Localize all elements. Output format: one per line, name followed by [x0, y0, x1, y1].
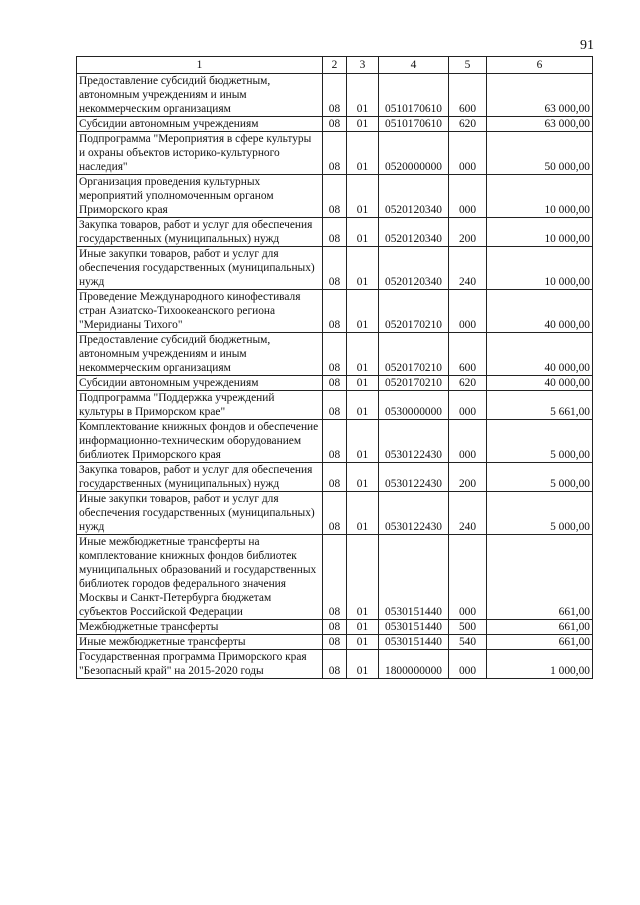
- section-code-cell: 08: [323, 463, 347, 492]
- expense-type-cell: 240: [449, 492, 487, 535]
- amount-cell: 1 000,00: [487, 650, 593, 679]
- subsection-code-cell: 01: [347, 117, 379, 132]
- amount-cell: 63 000,00: [487, 117, 593, 132]
- row-name-cell: Иные закупки товаров, работ и услуг для обеспечения государственных (муниципальных) нужд: [77, 247, 323, 290]
- section-code-cell: 08: [323, 620, 347, 635]
- column-header: 6: [487, 57, 593, 74]
- column-header: 2: [323, 57, 347, 74]
- expense-type-cell: 540: [449, 635, 487, 650]
- row-name-cell: Закупка товаров, работ и услуг для обеспечения государственных (муниципальных) нужд: [77, 463, 323, 492]
- amount-cell: 5 661,00: [487, 391, 593, 420]
- target-article-cell: 0520120340: [379, 218, 449, 247]
- expense-type-cell: 600: [449, 333, 487, 376]
- target-article-cell: 0520170210: [379, 376, 449, 391]
- table-row: [77, 463, 593, 492]
- expense-type-cell: 000: [449, 391, 487, 420]
- subsection-code-cell: 01: [347, 290, 379, 333]
- subsection-code-cell: 01: [347, 391, 379, 420]
- target-article-cell: 0520170210: [379, 333, 449, 376]
- subsection-code-cell: 01: [347, 635, 379, 650]
- row-name-cell: Субсидии автономным учреждениям: [77, 117, 323, 132]
- amount-cell: 10 000,00: [487, 175, 593, 218]
- amount-cell: 5 000,00: [487, 463, 593, 492]
- table-row: [77, 117, 593, 132]
- target-article-cell: 0510170610: [379, 117, 449, 132]
- amount-cell: 5 000,00: [487, 420, 593, 463]
- expense-type-cell: 000: [449, 420, 487, 463]
- table-row: [77, 650, 593, 679]
- target-article-cell: 0530151440: [379, 535, 449, 620]
- row-name-cell: Закупка товаров, работ и услуг для обеспечения государственных (муниципальных) нужд: [77, 218, 323, 247]
- row-name-cell: Организация проведения культурных мероприятий уполномоченным органом Приморского края: [77, 175, 323, 218]
- target-article-cell: 0520120340: [379, 247, 449, 290]
- table-row: [77, 333, 593, 376]
- table-row: [77, 492, 593, 535]
- expense-type-cell: 000: [449, 650, 487, 679]
- amount-cell: 50 000,00: [487, 132, 593, 175]
- section-code-cell: 08: [323, 650, 347, 679]
- row-name-cell: Субсидии автономным учреждениям: [77, 376, 323, 391]
- subsection-code-cell: 01: [347, 463, 379, 492]
- amount-cell: 5 000,00: [487, 492, 593, 535]
- amount-cell: 661,00: [487, 620, 593, 635]
- section-code-cell: 08: [323, 218, 347, 247]
- expense-type-cell: 000: [449, 175, 487, 218]
- section-code-cell: 08: [323, 333, 347, 376]
- section-code-cell: 08: [323, 247, 347, 290]
- amount-cell: 10 000,00: [487, 218, 593, 247]
- table-row: [77, 376, 593, 391]
- target-article-cell: 1800000000: [379, 650, 449, 679]
- row-name-cell: Проведение Международного кинофестиваля стран Азиатско-Тихоокеанского региона "Меридианы Тихого": [77, 290, 323, 333]
- target-article-cell: 0530151440: [379, 635, 449, 650]
- expense-type-cell: 620: [449, 117, 487, 132]
- expense-type-cell: 600: [449, 74, 487, 117]
- row-name-cell: Подпрограмма "Мероприятия в сфере культуры и охраны объектов историко-культурного наследия": [77, 132, 323, 175]
- amount-cell: 63 000,00: [487, 74, 593, 117]
- section-code-cell: 08: [323, 290, 347, 333]
- target-article-cell: 0520120340: [379, 175, 449, 218]
- subsection-code-cell: 01: [347, 218, 379, 247]
- target-article-cell: 0530000000: [379, 391, 449, 420]
- section-code-cell: 08: [323, 74, 347, 117]
- row-name-cell: Иные межбюджетные трансферты на комплектование книжных фондов библиотек муниципальных образований и государственных библиотек городов федерального значения Москвы и Санкт-Петербурга бюджетам субъектов Российской Федерации: [77, 535, 323, 620]
- subsection-code-cell: 01: [347, 247, 379, 290]
- row-name-cell: Иные межбюджетные трансферты: [77, 635, 323, 650]
- target-article-cell: 0510170610: [379, 74, 449, 117]
- table-body: [77, 74, 593, 679]
- amount-cell: 40 000,00: [487, 333, 593, 376]
- amount-cell: 661,00: [487, 635, 593, 650]
- amount-cell: 40 000,00: [487, 290, 593, 333]
- expense-type-cell: 000: [449, 132, 487, 175]
- table-row: [77, 620, 593, 635]
- section-code-cell: 08: [323, 391, 347, 420]
- row-name-cell: Государственная программа Приморского края "Безопасный край" на 2015-2020 годы: [77, 650, 323, 679]
- target-article-cell: 0530122430: [379, 492, 449, 535]
- table-row: [77, 74, 593, 117]
- expense-type-cell: 500: [449, 620, 487, 635]
- subsection-code-cell: 01: [347, 175, 379, 218]
- table-row: [77, 175, 593, 218]
- target-article-cell: 0520000000: [379, 132, 449, 175]
- table-row: [77, 132, 593, 175]
- column-header: 4: [379, 57, 449, 74]
- subsection-code-cell: 01: [347, 333, 379, 376]
- section-code-cell: 08: [323, 132, 347, 175]
- row-name-cell: Межбюджетные трансферты: [77, 620, 323, 635]
- subsection-code-cell: 01: [347, 620, 379, 635]
- target-article-cell: 0530151440: [379, 620, 449, 635]
- row-name-cell: Комплектование книжных фондов и обеспечение информационно-техническим оборудованием библиотек Приморского края: [77, 420, 323, 463]
- table-row: [77, 218, 593, 247]
- expense-type-cell: 200: [449, 463, 487, 492]
- target-article-cell: 0520170210: [379, 290, 449, 333]
- table-row: [77, 420, 593, 463]
- expense-type-cell: 000: [449, 290, 487, 333]
- expense-type-cell: 620: [449, 376, 487, 391]
- row-name-cell: Иные закупки товаров, работ и услуг для обеспечения государственных (муниципальных) нужд: [77, 492, 323, 535]
- subsection-code-cell: 01: [347, 650, 379, 679]
- row-name-cell: Подпрограмма "Поддержка учреждений культуры в Приморском крае": [77, 391, 323, 420]
- expense-type-cell: 000: [449, 535, 487, 620]
- row-name-cell: Предоставление субсидий бюджетным, автономным учреждениям и иным некоммерческим организациям: [77, 333, 323, 376]
- amount-cell: 661,00: [487, 535, 593, 620]
- subsection-code-cell: 01: [347, 376, 379, 391]
- column-header: 3: [347, 57, 379, 74]
- table-row: [77, 391, 593, 420]
- table-row: [77, 247, 593, 290]
- row-name-cell: Предоставление субсидий бюджетным, автономным учреждениям и иным некоммерческим организациям: [77, 74, 323, 117]
- table-header-row: [77, 57, 593, 74]
- column-header: 1: [77, 57, 323, 74]
- subsection-code-cell: 01: [347, 492, 379, 535]
- section-code-cell: 08: [323, 535, 347, 620]
- section-code-cell: 08: [323, 420, 347, 463]
- expense-type-cell: 240: [449, 247, 487, 290]
- subsection-code-cell: 01: [347, 74, 379, 117]
- section-code-cell: 08: [323, 117, 347, 132]
- column-header: 5: [449, 57, 487, 74]
- subsection-code-cell: 01: [347, 132, 379, 175]
- target-article-cell: 0530122430: [379, 463, 449, 492]
- subsection-code-cell: 01: [347, 535, 379, 620]
- expense-type-cell: 200: [449, 218, 487, 247]
- section-code-cell: 08: [323, 635, 347, 650]
- page-number: 91: [580, 38, 594, 53]
- amount-cell: 10 000,00: [487, 247, 593, 290]
- section-code-cell: 08: [323, 175, 347, 218]
- amount-cell: 40 000,00: [487, 376, 593, 391]
- section-code-cell: 08: [323, 492, 347, 535]
- table-row: [77, 290, 593, 333]
- target-article-cell: 0530122430: [379, 420, 449, 463]
- budget-table: [76, 56, 593, 679]
- section-code-cell: 08: [323, 376, 347, 391]
- subsection-code-cell: 01: [347, 420, 379, 463]
- table-row: [77, 635, 593, 650]
- table-row: [77, 535, 593, 620]
